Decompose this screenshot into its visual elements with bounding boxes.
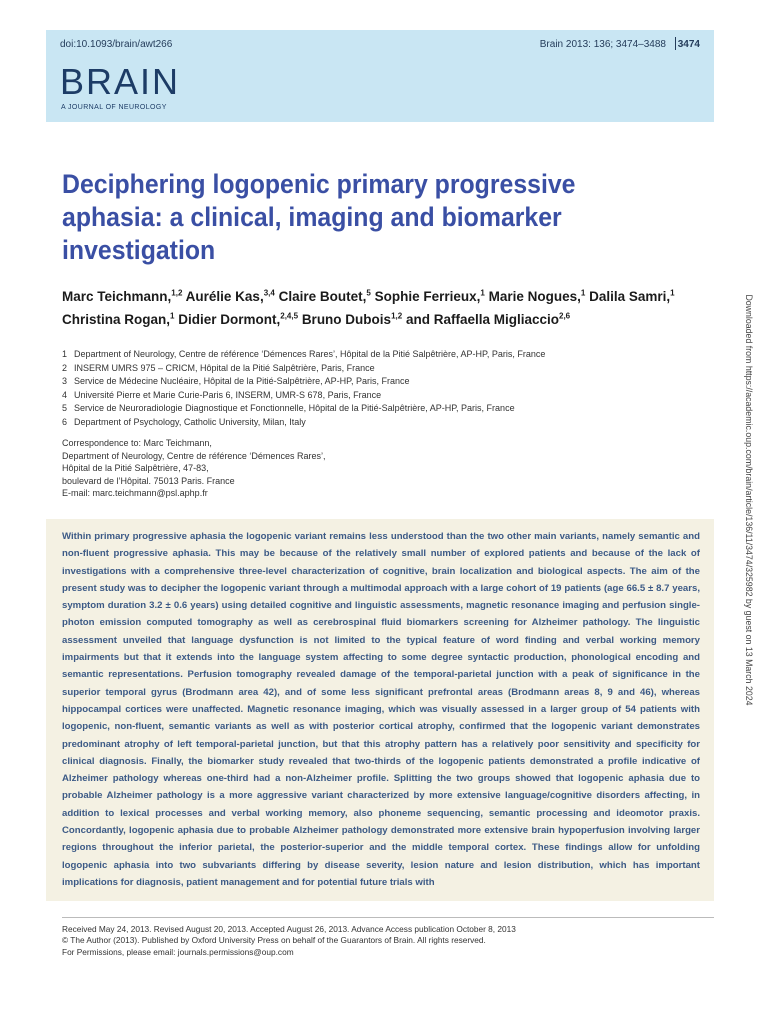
affiliation: 6 Department of Psychology, Catholic University, Milan, Italy <box>62 416 306 427</box>
author: Dalila Samri,$^1$ <box>589 288 675 304</box>
author: Didier Dormont,$^{2,4,5}$ <box>178 311 299 327</box>
author: Christina Rogan,$^1$ <box>62 311 175 327</box>
author: Marc Teichmann,$^{1,2}$ <box>62 288 183 304</box>
journal-header <box>46 30 714 122</box>
author: Marie Nogues,$^1$ <box>488 288 586 304</box>
author: Claire Boutet,$^5$ <box>278 288 371 304</box>
abstract-text: Within primary progressive aphasia the logopenic variant remains less understood than the two other main variants, namely semantic and non-fluent progressive aphasia. This may be because of the relatively small number of explored patients and because of the lack of investigations with a comprehensive three-level characterization of cognitive, brain localization and biological aspects. The aim of the present study was to decipher the logopenic variant through a multimodal approach with a large cohort of 19 patients (age 66.5 ± 8.7 years, symptom duration 3.2 ± 0.6 years) using detailed cognitive and linguistic assessments, magnetic resonance imaging and perfusion single-photon emission computed tomography as well as cerebrospinal fluid biomarkers screening for Alzheimer pathology. The linguistic assessment unveiled that language dysfunction is not limited to the typical feature of word finding and verbal working memory impairments but that it extends into the language system affecting to some degree syntactic production, phonological encoding and semantic representations. Perfusion tomography revealed damage of the temporal-parietal junction with a peak of significance in the superior temporal gyrus (Brodmann area 42), and of some less significant prefrontal areas (Brodmann areas 8, 9 and 46), whereas hippocampal cortices were unaffected. Magnetic resonance imaging, which was visually assessed in a larger group of 54 patients with logopenic, non-fluent, semantic variants as well as with posterior cortical atrophy, confirmed that the logopenic variant demonstrates predominant atrophy of left temporal-parietal junction, but that this atrophy pattern has a relatively poor sensitivity and specificity for clinical diagnosis. Finally, the biomarker study revealed that two-thirds of the logopenic patients demonstrated a profile indicative of Alzheimer pathology whereas one-third had a non-Alzheimer profile. Splitting the two groups showed that logopenic aphasia due to probable Alzheimer pathology is a more aggressive variant characterized by more extensive language/cognitive disorders affecting, in addition to lexical processes and verbal working memory, also phoneme sequencing, semantic processing and ideomotor praxis. Concordantly, logopenic aphasia due to probable Alzheimer pathology demonstrated more extensive brain hypoperfusion involving larger regions throughout the inferior parietal, the posterior-superior and the middle temporal cortex. These findings allow for unfolding logopenic aphasia into two subvariants differing by disease severity, lesion nature and lesion distribution, which has important implications for diagnosis, patient management and for potential future trials with <box>62 531 700 888</box>
affiliation: 2 INSERM UMRS 975 – CRICM, Hôpital de la Pitié Salpêtrière, Paris, France <box>62 362 375 373</box>
page-number: 3474 <box>677 39 700 50</box>
correspondence-email[interactable]: E-mail: marc.teichmann@psl.aphp.fr <box>62 488 208 498</box>
header-divider <box>675 37 676 50</box>
footer <box>62 924 682 958</box>
author: Sophie Ferrieux,$^1$ <box>374 288 485 304</box>
journal-subtitle: A JOURNAL OF NEUROLOGY <box>61 104 167 111</box>
journal-logo: BRAIN <box>60 61 181 102</box>
affiliation: 5 Service de Neuroradiologie Diagnostique et Fonctionnelle, Hôpital de la Pitié-Salpêtrière, AP-HP, Paris, France <box>62 403 515 413</box>
author-list <box>62 283 712 330</box>
download-watermark: Downloaded from https://academic.oup.com/brain/article/136/11/3474/325982 by guest on 13 March 2024 <box>744 294 754 706</box>
footer-divider <box>62 917 714 918</box>
correspondence-line: Department of Neurology, Centre de référence ‘Démences Rares’, <box>62 450 326 461</box>
correspondence <box>62 437 462 500</box>
author: Bruno Dubois$^{1,2}$ <box>301 311 403 327</box>
permissions: For Permissions, please email: journals.permissions@oup.com <box>62 946 294 957</box>
affiliation: 1 Department of Neurology, Centre de référence ‘Démences Rares’, Hôpital de la Pitié Salpêtrière, AP-HP, Paris, France <box>62 349 546 359</box>
affiliation: 3 Service de Médecine Nucléaire, Hôpital de la Pitié-Salpêtrière, AP-HP, Paris, France <box>62 376 410 386</box>
affiliations <box>62 348 702 429</box>
affiliation: 4 Université Pierre et Marie Curie-Paris 6, INSERM, UMR-S 678, Paris, France <box>62 389 382 400</box>
article-title: Deciphering logopenic primary progressive aphasia: a clinical, imaging and biomarker investigation <box>62 169 576 265</box>
copyright: © The Author (2013). Published by Oxford University Press on behalf of the Guarantors of Brain. All rights reserved. <box>62 935 486 946</box>
doi-link[interactable]: doi:10.1093/brain/awt266 <box>60 39 173 50</box>
abstract-box <box>46 519 714 901</box>
correspondence-line: Correspondence to: Marc Teichmann, <box>62 438 212 448</box>
author: Aurélie Kas,$^{3,4}$ <box>185 288 275 304</box>
correspondence-line: boulevard de l’Hôpital. 75013 Paris. France <box>62 475 235 486</box>
citation: Brain 2013: 136; 3474–3488 <box>539 39 666 50</box>
received-dates: Received May 24, 2013. Revised August 20, 2013. Accepted August 26, 2013. Advance Access publication October 8, 2013 <box>62 924 516 934</box>
correspondence-line: Hôpital de la Pitié Salpêtrière, 47-83, <box>62 463 209 473</box>
author: and Raffaella Migliaccio$^{2,6}$ <box>405 311 571 327</box>
